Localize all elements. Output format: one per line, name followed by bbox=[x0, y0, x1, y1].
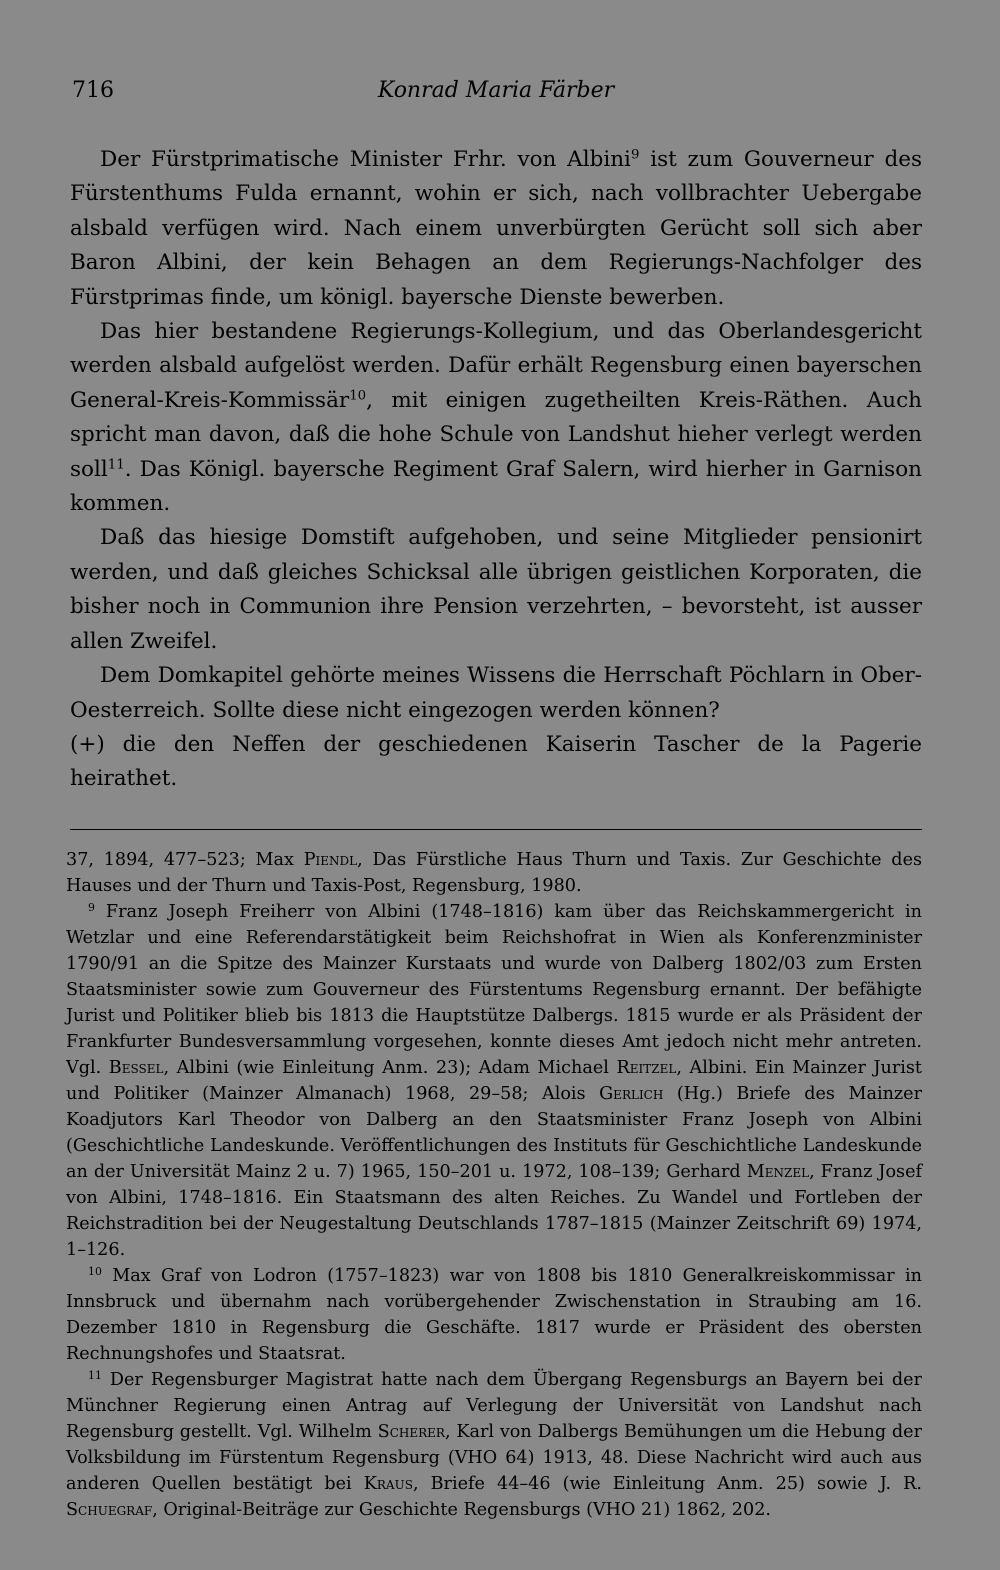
footnote-number: 9 bbox=[88, 901, 95, 914]
paragraph-4: Dem Domkapitel gehörte meines Wissens die Herrschaft Pöchlarn in Ober-Oesterreich. Sollte diese nicht eingezogen werden können? bbox=[70, 663, 922, 723]
text-run: . Das Königl. bayersche Regiment Graf Salern, wird hierher in Garnison kommen. bbox=[70, 456, 922, 517]
author-name: Gerlich bbox=[599, 1084, 664, 1104]
footnote-ref-11: 11 bbox=[107, 457, 125, 473]
running-head: Konrad Maria Färber bbox=[377, 78, 615, 103]
author-name: Menzel bbox=[746, 1162, 810, 1182]
footnotes bbox=[66, 847, 922, 1523]
footnote-9 bbox=[66, 899, 922, 1263]
text-run: 37, 1894, 477–523; Max bbox=[66, 850, 304, 870]
footnote-ref-10: 10 bbox=[349, 388, 367, 404]
footnote-ref-9: 9 bbox=[630, 147, 640, 163]
text-run: (Hg.) Briefe des Mainzer Koadjutors Karl Theodor von Dalberg an den Staatsminister Franz Joseph von Albini (Geschichtliche Landeskunde. Veröffentlichungen des Instituts für Geschichtliche Landeskunde an der Universität Mainz 2 u. 7) 1965, 150–201 u. 1972, 108–139; Gerhard bbox=[66, 1084, 922, 1182]
text-run: , Karl von Dalbergs Bemühungen um die Hebung der Volksbildung im Fürstentum Regensburg (VHO 64) 1913, 48. Diese Nachricht wird auch aus anderen Quellen bestätigt bei bbox=[66, 1422, 922, 1494]
text-run: Der Fürstprimatische Minister Frhr. von Albini bbox=[100, 147, 631, 172]
author-name: Bessel bbox=[108, 1058, 164, 1078]
text-run: , Albini (wie Einleitung Anm. 23); Adam Michael bbox=[163, 1058, 617, 1078]
text-run: , Briefe 44–46 (wie Einleitung Anm. 25) sowie J. R. bbox=[412, 1474, 922, 1494]
author-name: Schuegraf bbox=[66, 1500, 153, 1520]
footnote-continuation bbox=[66, 847, 922, 899]
text-run: Franz Joseph Freiherr von Albini (1748–1816) kam über das Reichskammergericht in Wetzlar und eine Referendarstätigkeit beim Reichshofrat in Wien als Konferenzminister 1790/91 an die Spitze des Mainzer Kurstaats und wurde von Dalberg 1802/03 zum Ersten Staatsminister sowie zum Gouverneur des Fürstentums Regensburg ernannt. Der befähigte Jurist und Politiker blieb bis 1813 die Hauptstütze Dalbergs. 1815 wurde er als Präsident der Frankfurter Bundesversammlung vorgesehen, konnte dieses Amt jedoch nicht mehr antreten. Vgl. bbox=[66, 902, 922, 1078]
author-name: Scherer bbox=[377, 1422, 445, 1442]
text-run: , mit einigen zugetheilten Kreis-Räthen. Auch spricht man davon, daß die hohe Schule von Landshut hieher verlegt werden soll bbox=[70, 387, 922, 482]
paragraph-2 bbox=[70, 315, 922, 521]
text-run: , Original-Beiträge zur Geschichte Regensburgs (VHO 21) 1862, 202. bbox=[152, 1500, 771, 1520]
text-run: , Albini. Ein Mainzer Jurist und Politiker (Mainzer Almanach) 1968, 29–58; Alois bbox=[66, 1058, 922, 1104]
text-run: Max Graf von Lodron (1757–1823) war von 1808 bis 1810 Generalkreiskommissar in Innsbruck und übernahm nach vorübergehender Zwischenstation in Straubing am 16. Dezember 1810 in Regensburg die Geschäfte. 1817 wurde er Präsident des obersten Rechnungshofes und Staatsrat. bbox=[66, 1266, 922, 1364]
text-run: Das hier bestandene Regierungs-Kollegium, und das Oberlandesgericht werden alsbald aufgelöst werden. Dafür erhält Regensburg einen bayerschen General-Kreis-Kommissär bbox=[70, 319, 922, 413]
author-name: Reitzel bbox=[616, 1058, 677, 1078]
paragraph-1 bbox=[70, 143, 922, 315]
page-header bbox=[72, 78, 920, 118]
footnote-10 bbox=[66, 1263, 922, 1367]
text-run: Der Regensburger Magistrat hatte nach dem Übergang Regensburgs an Bayern bei der Münchner Regierung einen Antrag auf Verlegung der Universität von Landshut nach Regensburg gestellt. Vgl. Wilhelm bbox=[66, 1370, 922, 1442]
main-text bbox=[70, 143, 922, 797]
page-number: 716 bbox=[72, 78, 114, 103]
footnote-11 bbox=[66, 1367, 922, 1523]
author-name: Kraus bbox=[363, 1474, 413, 1494]
footnote-number: 10 bbox=[88, 1265, 102, 1278]
paragraph-3: Daß das hiesige Domstift aufgehoben, und seine Mitglieder pensionirt werden, und daß gleiches Schicksal alle übrigen geistlichen Korporaten, die bisher noch in Communion ihre Pension verzehrten, – bevorsteht, ist ausser allen Zweifel. bbox=[70, 525, 922, 654]
paragraph-5: (+) die den Neffen der geschiedenen Kaiserin Tascher de la Pagerie heirathet. bbox=[70, 731, 922, 792]
text-run: , Das Fürstliche Haus Thurn und Taxis. Zur Geschichte des Hauses und der Thurn und Taxis-Post, Regensburg, 1980. bbox=[66, 850, 923, 896]
author-name: Piendl bbox=[303, 850, 358, 870]
footnote-number: 11 bbox=[88, 1369, 102, 1382]
footnote-separator bbox=[70, 829, 922, 830]
text-run: , Franz Josef von Albini, 1748–1816. Ein Staatsmann des alten Reiches. Zu Wandel und Fortleben der Reichstradition bei der Neugestaltung Deutschlands 1787–1815 (Mainzer Zeitschrift 69) 1974, 1–126. bbox=[66, 1162, 922, 1260]
text-run: ist zum Gouverneur des Fürstenthums Fulda ernannt, wohin er sich, nach vollbrachter Uebergabe alsbald verfügen wird. Nach einem unverbürgten Gerücht soll sich aber Baron Albini, der kein Behagen an dem Regierungs-Nachfolger des Fürstprimas finde, um königl. bayersche Dienste bewerben. bbox=[70, 147, 922, 310]
